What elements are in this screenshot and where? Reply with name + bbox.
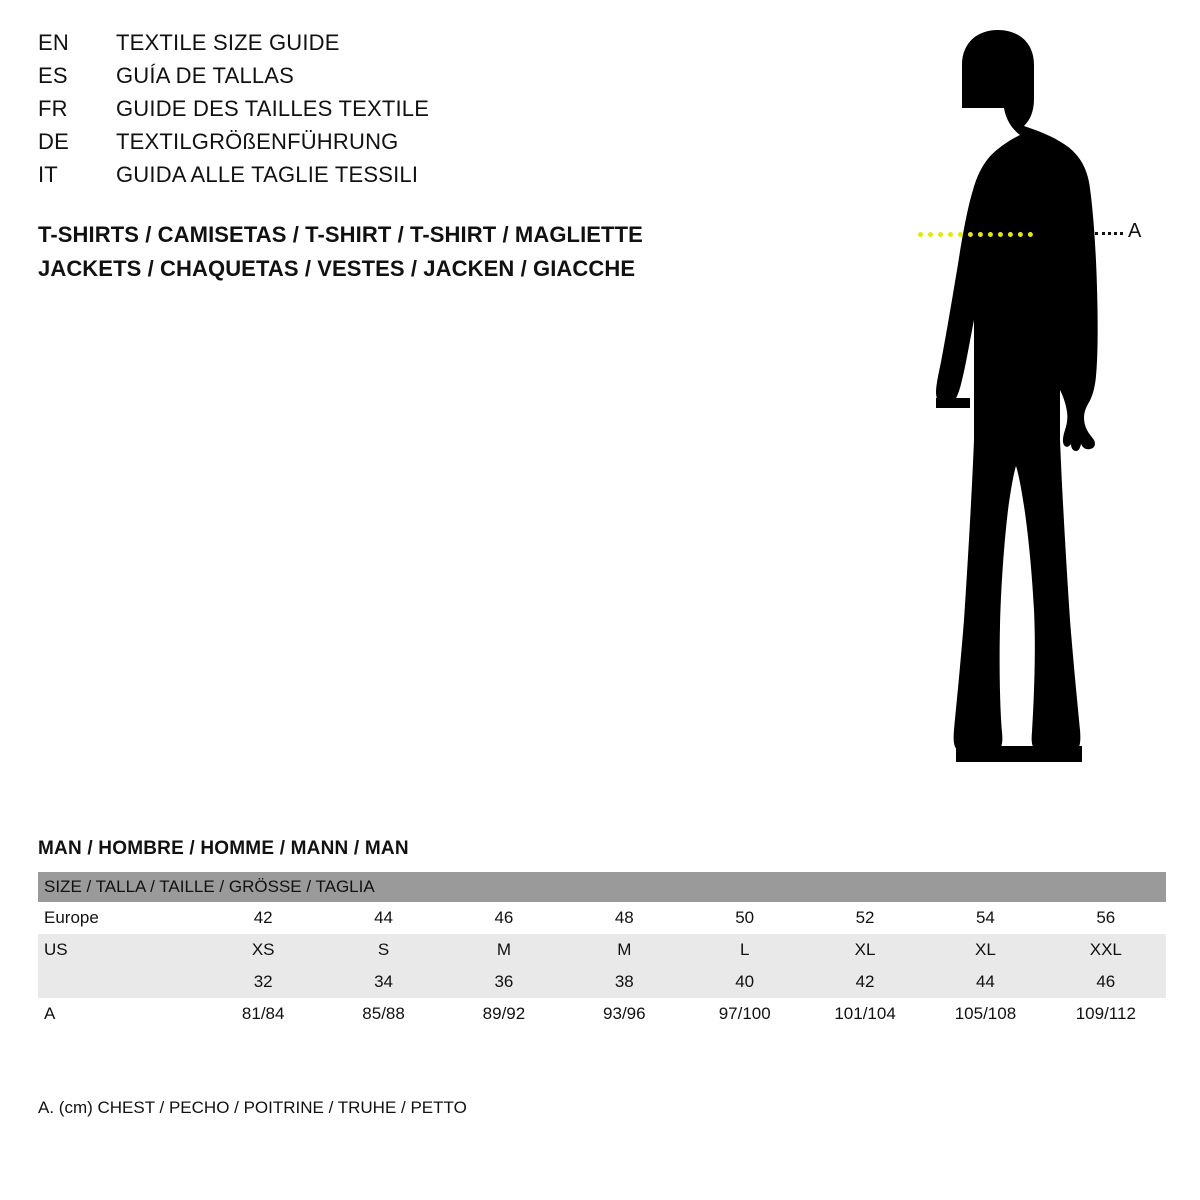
table-cell: XL (805, 934, 925, 966)
table-cell: XS (203, 934, 323, 966)
table-cell: 46 (444, 902, 564, 934)
table-cell: 38 (564, 966, 684, 998)
language-title: GUIDA ALLE TAGLIE TESSILI (116, 162, 419, 187)
language-row (38, 63, 738, 96)
table-cell: 36 (444, 966, 564, 998)
table-cell: 56 (1046, 902, 1166, 934)
table-cell: 105/108 (925, 998, 1045, 1030)
language-row (38, 162, 738, 195)
garment-category-tshirts: T-SHIRTS / CAMISETAS / T-SHIRT / T-SHIRT / MAGLIETTE (38, 222, 643, 247)
size-table-section (38, 838, 1166, 1030)
language-code: ES (38, 63, 68, 88)
size-table (38, 872, 1166, 1030)
table-cell: 54 (925, 902, 1045, 934)
table-cell: 81/84 (203, 998, 323, 1030)
table-cell: 42 (805, 966, 925, 998)
language-code: DE (38, 129, 69, 154)
table-cell: 32 (203, 966, 323, 998)
table-cell: 44 (323, 902, 443, 934)
language-title: TEXTILGRÖßENFÜHRUNG (116, 129, 399, 154)
language-title: GUÍA DE TALLAS (116, 63, 295, 88)
table-cell: S (323, 934, 443, 966)
table-cell: 48 (564, 902, 684, 934)
table-cell: XL (925, 934, 1045, 966)
table-cell: M (564, 934, 684, 966)
table-cell: 101/104 (805, 998, 925, 1030)
table-row (38, 934, 1166, 966)
measure-leader-line (1095, 232, 1123, 235)
language-title-list (38, 30, 738, 195)
table-header-row (38, 872, 1166, 902)
language-code: FR (38, 96, 68, 121)
garment-category-jackets: JACKETS / CHAQUETAS / VESTES / JACKEN / GIACCHE (38, 256, 636, 281)
table-cell: 50 (685, 902, 805, 934)
table-cell: 89/92 (444, 998, 564, 1030)
table-cell: 42 (203, 902, 323, 934)
table-cell: 109/112 (1046, 998, 1166, 1030)
language-code: IT (38, 162, 58, 187)
table-cell: 34 (323, 966, 443, 998)
language-title: TEXTILE SIZE GUIDE (116, 30, 340, 55)
row-label: US (38, 934, 203, 966)
table-cell: 93/96 (564, 998, 684, 1030)
measure-label-a: A (1128, 220, 1142, 242)
body-silhouette-figure (840, 20, 1180, 780)
table-cell: 40 (685, 966, 805, 998)
language-row (38, 129, 738, 162)
language-row (38, 30, 738, 63)
language-code: EN (38, 30, 69, 55)
row-label: A (38, 998, 203, 1030)
table-cell: 85/88 (323, 998, 443, 1030)
table-cell: M (444, 934, 564, 966)
male-silhouette-icon (840, 20, 1180, 780)
row-label (38, 966, 203, 998)
table-row (38, 902, 1166, 934)
measurement-footnote: A. (cm) CHEST / PECHO / POITRINE / TRUHE / PETTO (38, 1098, 467, 1117)
table-cell: 46 (1046, 966, 1166, 998)
row-label: Europe (38, 902, 203, 934)
table-row (38, 998, 1166, 1030)
language-row (38, 96, 738, 129)
table-row (38, 966, 1166, 998)
chest-measure-line (918, 232, 1033, 237)
gender-title: MAN / HOMBRE / HOMME / MANN / MAN (38, 838, 409, 859)
table-cell: 97/100 (685, 998, 805, 1030)
size-header-label: SIZE / TALLA / TAILLE / GRÖSSE / TAGLIA (38, 872, 1166, 902)
table-cell: L (685, 934, 805, 966)
garment-category-list (38, 218, 798, 286)
table-cell: XXL (1046, 934, 1166, 966)
table-cell: 52 (805, 902, 925, 934)
table-cell: 44 (925, 966, 1045, 998)
language-title: GUIDE DES TAILLES TEXTILE (116, 96, 430, 121)
